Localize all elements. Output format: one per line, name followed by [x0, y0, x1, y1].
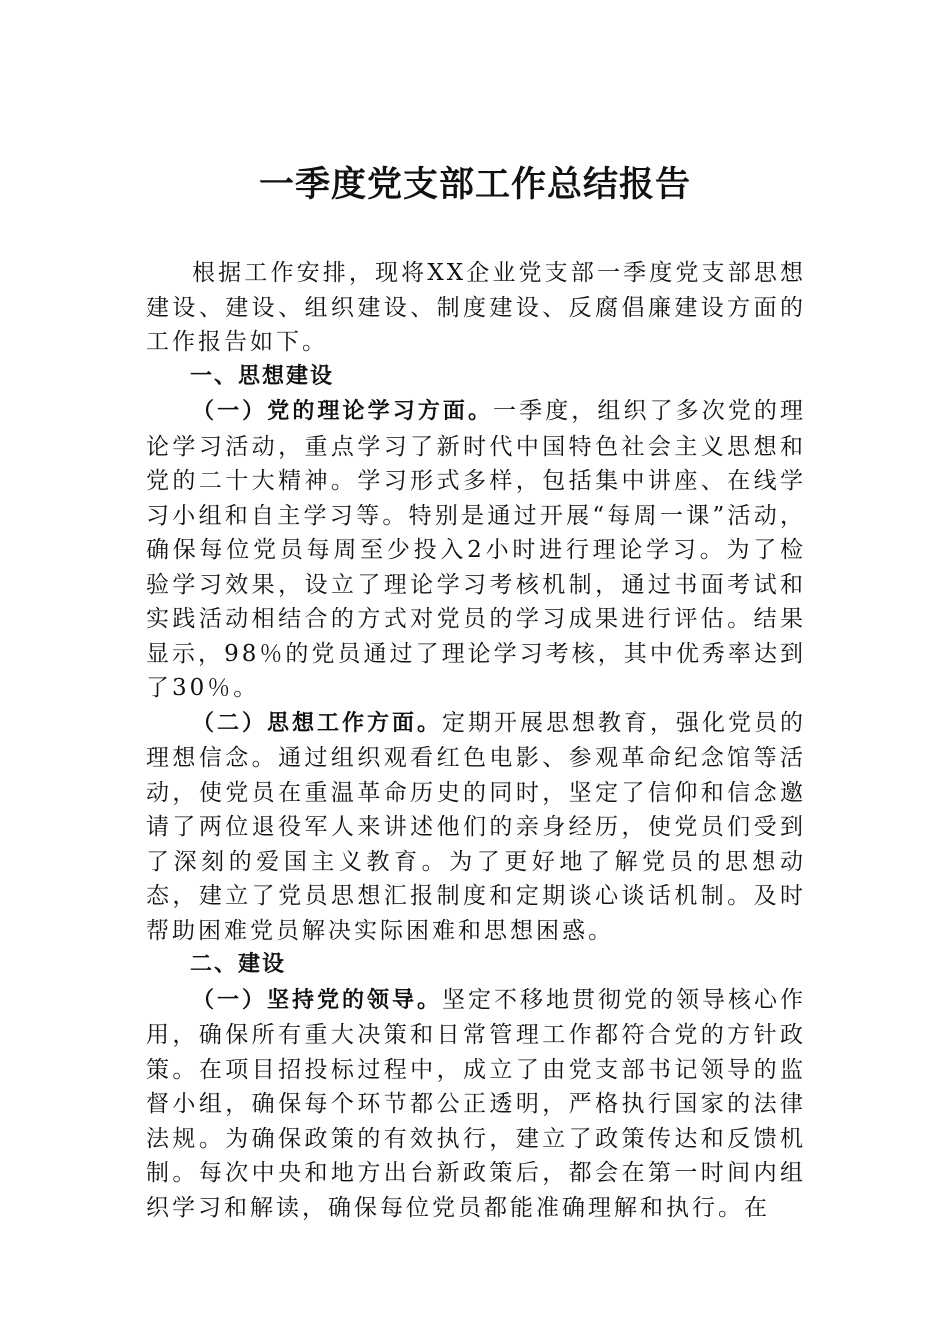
document-title: 一季度党支部工作总结报告 — [258, 164, 691, 205]
section2-paragraph-1 — [146, 983, 806, 1226]
section1-paragraph-1 — [146, 394, 806, 706]
section1-paragraph-1-text: 一季度，组织了多次党的理论学习活动，重点学习了新时代中国特色社会主义思想和党的二十大精神。学习形式多样，包括集中讲座、在线学习小组和自主学习等。特别是通过开展“每周一课”活动，确保每位党员每周至少投入2小时进行理论学习。为了检验学习效果，设立了理论学习考核机制，通过书面考试和实践活动相结合的方式对党员的学习成果进行评估。结果显示，98％的党员通过了理论学习考核，其中优秀率达到了30％。 — [146, 398, 806, 701]
intro-paragraph: 根据工作安排，现将XX企业党支部一季度党支部思想建设、建设、组织建设、制度建设、反腐倡廉建设方面的工作报告如下。 — [146, 260, 806, 355]
section1-paragraph-1-title: （一）党的理论学习方面。 — [192, 399, 494, 424]
section1-paragraph-2-text: 定期开展思想教育，强化党员的理想信念。通过组织观看红色电影、参观革命纪念馆等活动，使党员在重温革命历史的同时，坚定了信仰和信念邀请了两位退役军人来讲述他们的亲身经历，使党员们受到了深刻的爱国主义教育。为了更好地了解党员的思想动态，建立了党员思想汇报制度和定期谈心谈话机制。及时帮助困难党员解决实际困难和思想困惑。 — [146, 709, 807, 944]
section2-paragraph-1-text: 坚定不移地贯彻党的领导核心作用，确保所有重大决策和日常管理工作都符合党的方针政策。在项目招投标过程中，成立了由党支部书记领导的监督小组，确保每个环节都公正透明，严格执行国家的法律法规。为确保政策的有效执行，建立了政策传达和反馈机制。每次中央和地方出台新政策后，都会在第一时间内组织学习和解读，确保每位党员都能准确理解和执行。在 — [146, 986, 807, 1221]
section-heading-1: 一、思想建设 — [190, 363, 335, 389]
document-body — [146, 256, 806, 1225]
section1-paragraph-2 — [146, 706, 806, 949]
section2-paragraph-1-title: （一）坚持党的领导。 — [192, 987, 443, 1013]
section-heading-2: 二、建设 — [190, 952, 287, 977]
section1-paragraph-2-title: （二）思想工作方面。 — [192, 710, 443, 736]
